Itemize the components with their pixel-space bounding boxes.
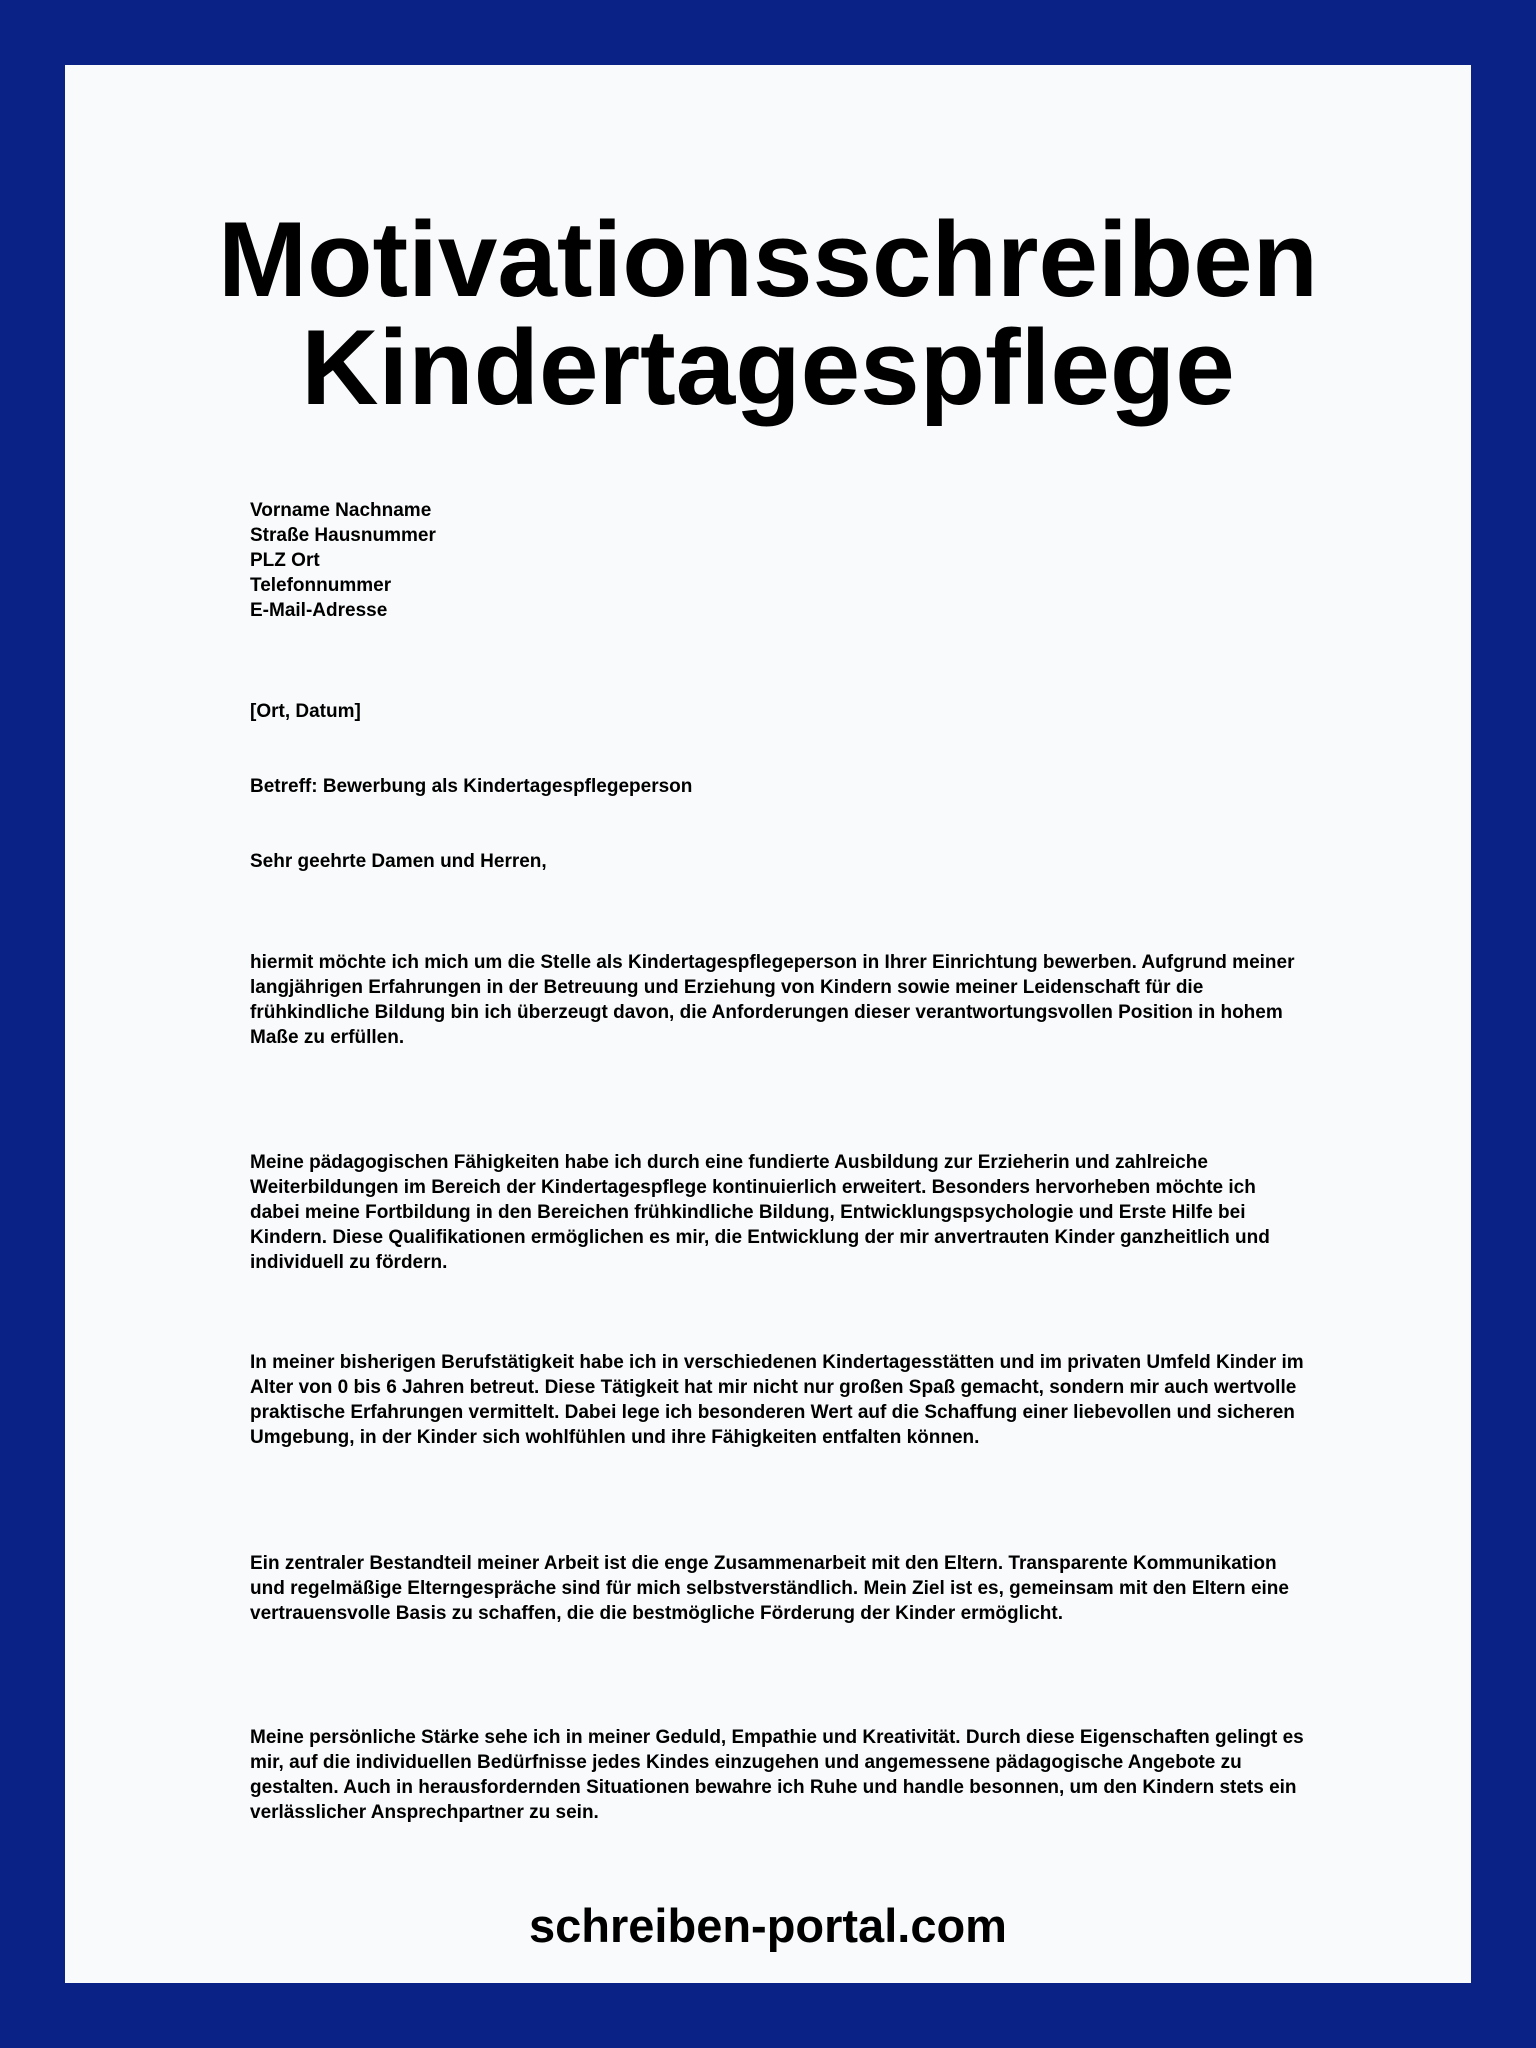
letter-salutation: Sehr geehrte Damen und Herren, <box>250 851 547 872</box>
letter-subject: Betreff: Bewerbung als Kindertagespflegeperson <box>250 776 693 797</box>
sender-email: E-Mail-Adresse <box>250 600 388 621</box>
sender-city: PLZ Ort <box>250 550 320 571</box>
letter-date: [Ort, Datum] <box>250 701 361 722</box>
title-line-2: Kindertagespflege <box>301 307 1235 427</box>
title-line-1: Motivationsschreiben <box>218 199 1318 319</box>
body-paragraph-4: Ein zentraler Bestandteil meiner Arbeit ist die enge Zusammenarbeit mit den Eltern. Transparente Kommunikation und regelmäßige Elterngespräche sind für mich selbstverständlich. Mein Ziel ist es, gemeinsam mit den Eltern eine vertrauensvolle Basis zu schaffen, die die bestmögliche Förderung der Kinder ermöglicht. <box>250 1553 1289 1624</box>
sender-phone: Telefonnummer <box>250 575 392 596</box>
sender-address <box>250 498 1310 623</box>
body-paragraph-1: hiermit möchte ich mich um die Stelle als Kindertagespflegeperson in Ihrer Einrichtung bewerben. Aufgrund meiner langjährigen Erfahrungen in der Betreuung und Erziehung von Kindern sowie meiner Leidenschaft für die frühkindliche Bildung bin ich überzeugt davon, die Anforderungen dieser verantwortungsvollen Position in hohem Maße zu erfüllen. <box>250 952 1295 1048</box>
page-title <box>65 199 1471 427</box>
sender-name: Vorname Nachname <box>250 500 432 521</box>
body-paragraph-5: Meine persönliche Stärke sehe ich in meiner Geduld, Empathie und Kreativität. Durch diese Eigenschaften gelingt es mir, auf die individuellen Bedürfnisse jedes Kindes einzugehen und angemessene pädagogische Angebote zu gestalten. Auch in herausfordernden Situationen bewahre ich Ruhe und handle besonnen, um den Kindern stets ein verlässlicher Ansprechpartner zu sein. <box>250 1727 1304 1823</box>
body-paragraph-2: Meine pädagogischen Fähigkeiten habe ich durch eine fundierte Ausbildung zur Erzieherin und zahlreiche Weiterbildungen im Bereich der Kindertagespflege kontinuierlich erweitert. Besonders hervorheben möchte ich dabei meine Fortbildung in den Bereichen frühkindliche Bildung, Entwicklungspsychologie und Erste Hilfe bei Kindern. Diese Qualifikationen ermöglichen es mir, die Entwicklung der mir anvertrauten Kinder ganzheitlich und individuell zu fördern. <box>250 1152 1270 1273</box>
letter-page <box>65 65 1471 1983</box>
sender-street: Straße Hausnummer <box>250 525 436 546</box>
footer-website: schreiben-portal.com <box>529 1899 1007 1952</box>
body-paragraph-3: In meiner bisherigen Berufstätigkeit habe ich in verschiedenen Kindertagesstätten und im privaten Umfeld Kinder im Alter von 0 bis 6 Jahren betreut. Diese Tätigkeit hat mir nicht nur großen Spaß gemacht, sondern mir auch wertvolle praktische Erfahrungen vermittelt. Dabei lege ich besonderen Wert auf die Schaffung einer liebevollen und sicheren Umgebung, in der Kinder sich wohlfühlen und ihre Fähigkeiten entfalten können. <box>250 1352 1304 1448</box>
